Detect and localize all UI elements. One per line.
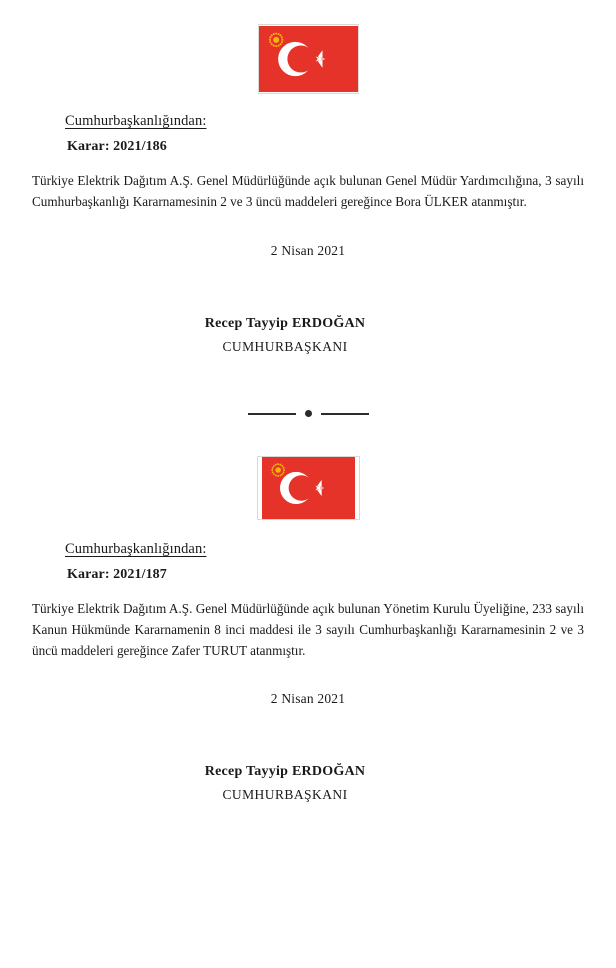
decision-number-2: Karar: 2021/187 (67, 567, 167, 582)
turkish-presidential-flag-icon (258, 24, 359, 94)
issuing-authority-2 (65, 541, 616, 558)
issuing-authority-1 (65, 113, 616, 130)
decision-body-2: Türkiye Elektrik Dağıtım A.Ş. Genel Müdürlüğünde açık bulunan Yönetim Kurulu Üyeliğine, 233 sayılı Kanun Hükmünde Kararnamenin 8 inci maddesi ile 3 sayılı Cumhurbaşkanlığı Kararnamesinin 2 ve 3 üncü maddeleri gereğince Zafer TURUT atanmıştır. (32, 601, 584, 658)
decision-block-2 (0, 456, 616, 803)
signature-block-1 (0, 316, 570, 355)
divider-rule-right (321, 413, 369, 415)
decision-block-1 (0, 0, 616, 355)
signatory-name-2: Recep Tayyip ERDOĞAN (204, 763, 366, 779)
decision-body-1: Türkiye Elektrik Dağıtım A.Ş. Genel Müdürlüğünde açık bulunan Genel Müdür Yardımcılığına, 3 sayılı Cumhurbaşkanlığı Kararnamesinin 2 ve 3 üncü maddeleri gereğince Bora ÜLKER atanmıştır. (32, 173, 584, 209)
divider-dot-icon (305, 410, 312, 417)
decision-date-2: 2 Nisan 2021 (270, 690, 346, 706)
flag-container-1 (0, 24, 616, 94)
signatory-name-1: Recep Tayyip ERDOĞAN (204, 315, 366, 331)
divider-rule-left (248, 413, 296, 415)
signature-block-2 (0, 764, 570, 803)
issuing-authority-label-2: Cumhurbaşkanlığından: (65, 541, 207, 557)
turkish-presidential-flag-icon (257, 456, 360, 520)
flag-container-2 (0, 456, 616, 520)
decision-date-1: 2 Nisan 2021 (270, 242, 346, 258)
issuing-authority-label-1: Cumhurbaşkanlığından: (65, 113, 207, 129)
signatory-title-2: CUMHURBAŞKANI (222, 786, 348, 802)
ornamental-divider (0, 410, 616, 417)
decision-number-1: Karar: 2021/186 (67, 139, 167, 154)
signatory-title-1: CUMHURBAŞKANI (222, 338, 348, 354)
